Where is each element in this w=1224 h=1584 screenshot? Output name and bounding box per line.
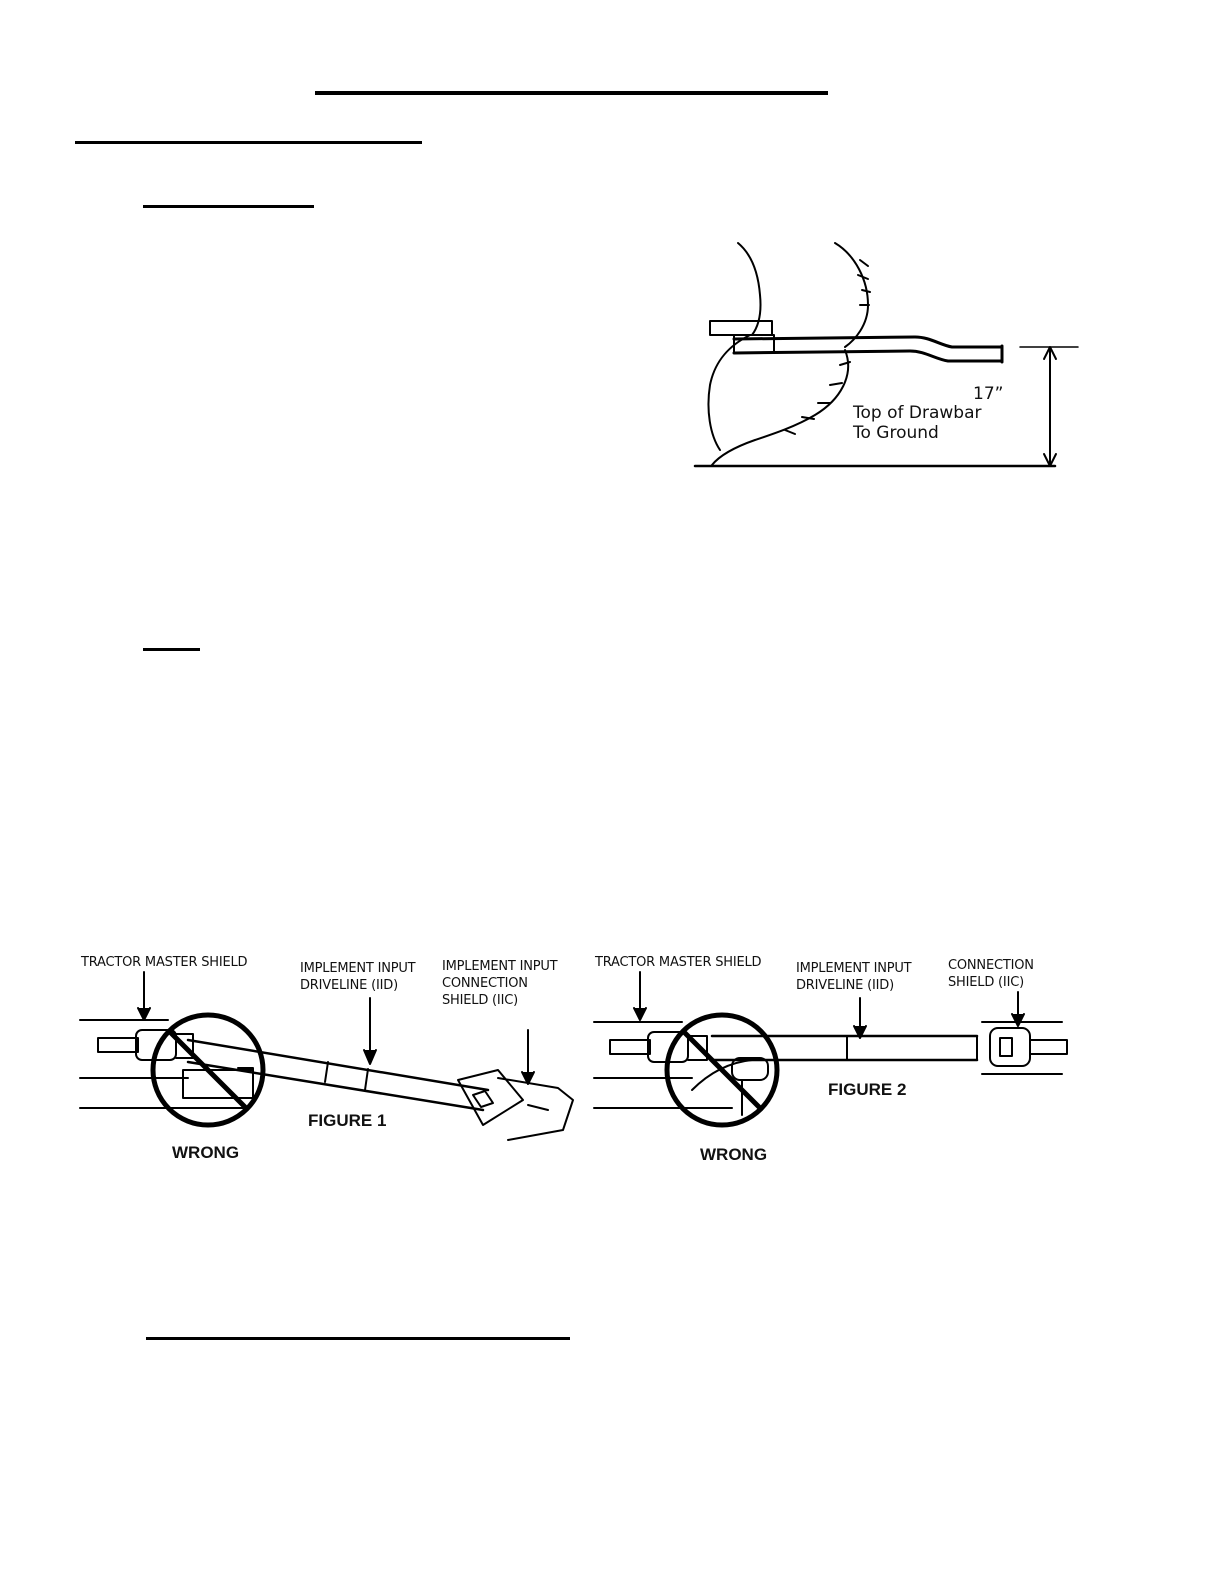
figure-2-label-iic-line-2: SHIELD (IIC) [948,975,1024,990]
figure-1-label-iic-line-1: IMPLEMENT INPUT [442,959,558,974]
bottom-heading-underline [146,1337,570,1340]
drawbar-caption-line-1: Top of Drawbar [853,403,982,423]
figure-1-label-iic-line-2: CONNECTION [442,976,528,991]
drawbar-height-label: 17” [973,384,1004,404]
figure-1-wrong-label: WRONG [172,1143,240,1162]
section-heading-underline [75,141,422,144]
figure-1-label-iic-line-3: SHIELD (IIC) [442,993,518,1008]
figure-2-label-iid-line-1: IMPLEMENT INPUT [796,961,912,976]
figure-2-label-iid-line-2: DRIVELINE (IID) [796,978,894,993]
driveline-figure-1 [78,950,578,1170]
figure-1-title: FIGURE 1 [308,1111,387,1130]
figure-1-label-tractor-master-shield: TRACTOR MASTER SHIELD [81,955,248,970]
figure-2-label-iic-line-1: CONNECTION [948,958,1034,973]
page-title-underline [315,91,828,95]
figure-1-label-iid-line-1: IMPLEMENT INPUT [300,961,416,976]
subsection-heading-underline [143,205,314,208]
drawbar-height-figure [690,235,1090,475]
figure-2-wrong-label: WRONG [700,1145,768,1164]
figure-2-label-tractor-master-shield: TRACTOR MASTER SHIELD [595,955,762,970]
drawbar-caption-line-2: To Ground [853,423,939,443]
figure-1-label-iid-line-2: DRIVELINE (IID) [300,978,398,993]
driveline-figure-2 [592,950,1072,1170]
note-heading-underline [143,648,200,651]
figure-2-title: FIGURE 2 [828,1080,907,1099]
